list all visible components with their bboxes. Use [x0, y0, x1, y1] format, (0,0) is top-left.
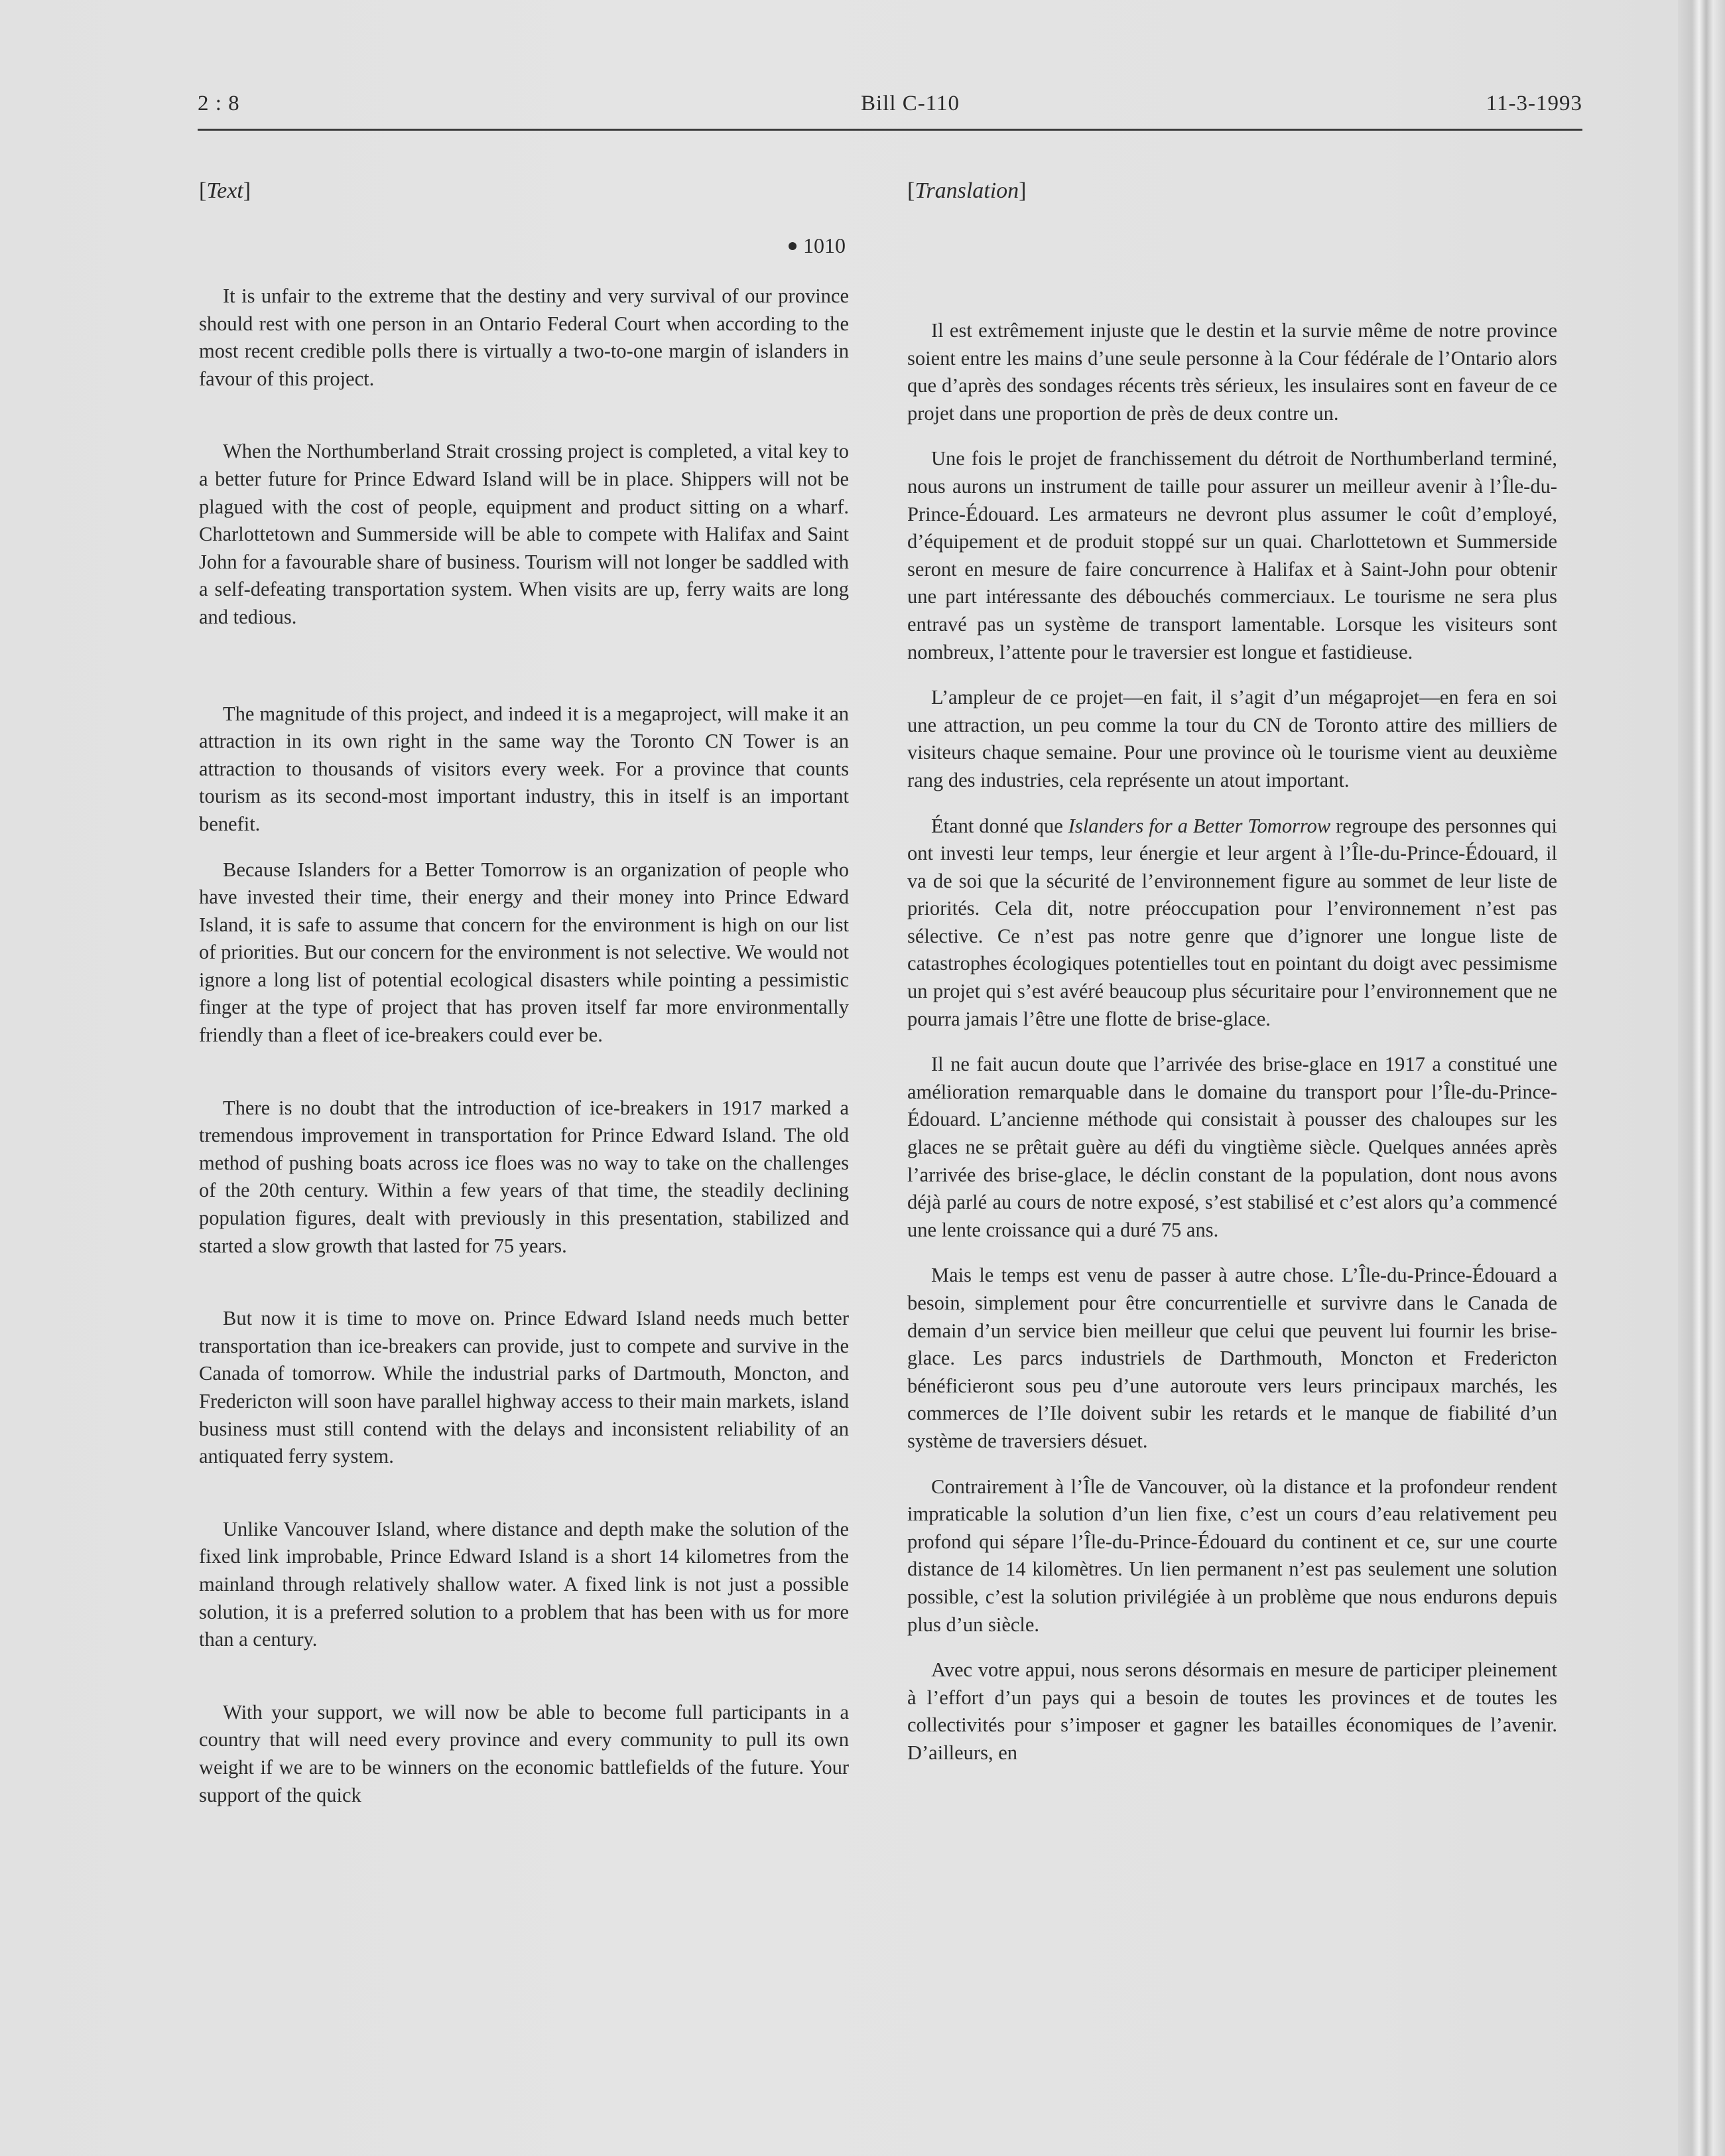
paragraph: Étant donné que Islanders for a Better Tomorrow regroupe des personnes qui ont investi leur temps, leur énergie et leur argent à l’Île-du-Prince-Édouard, il va de soi que la sécurité de l’environnement figure au sommet de leur liste de priorités. Cela dit, notre préoccupation pour l’environnement n’est pas sélective. Ce n’est pas notre genre que d’ignorer une longue liste de catastrophes écologiques potentielles tout en pointant du doigt avec pessimisme un projet qui s’est avéré beaucoup plus sécuritaire pour l’environnement que ne pourra jamais l’être une flotte de brise-glace. — [907, 814, 1557, 1030]
paragraph: There is no doubt that the introduction of ice-breakers in 1917 marked a tremendous improvement in transportation for Prince Edward Island. The old method of pushing boats across ice floes was no way to take on the challenges of the 20th century. Within a few years of that time, the steadily declining population figures, dealt with previously in this presentation, stabilized and started a slow growth that lasted for 75 years. — [199, 1096, 849, 1257]
paragraph: The magnitude of this project, and indeed it is a megaproject, will make it an attraction in its own right in the same way the Toronto CN Tower is an attraction to thousands of visitors every week. For a province that counts tourism as its second-most important industry, this in itself is an important benefit. — [199, 702, 849, 835]
paragraph: Mais le temps est venu de passer à autre chose. L’Île-du-Prince-Édouard a besoin, simplement pour être concurrentielle et survivre dans le Canada de demain d’un service bien meilleur que celui que peuvent lui fournir les brise-glace. Les parcs industriels de Darthmouth, Moncton et Fredericton bénéficieront sous peu d’une autoroute vers leurs principaux marchés, les commerces de l’Ile doivent subir les retards et le manque de fiabilité d’un système de traversiers désuet. — [907, 1264, 1557, 1452]
page-number: 2 : 8 — [198, 92, 240, 115]
paragraph: It is unfair to the extreme that the destiny and very survival of our province should rest with one person in an Ontario Federal Court when according to the most recent credible polls there is virtually a two-to-one margin of islanders in favour of this project. — [199, 285, 849, 390]
page-header — [198, 92, 1582, 131]
column-label-translation: [Translation] — [907, 178, 1027, 203]
paragraph: Contrairement à l’Île de Vancouver, où la distance et la profondeur rendent impraticable la solution d’un lien fixe, c’est un cours d’eau relativement peu profond qui sépare l’Île-du-Prince-Édouard du continent et ce, sur une courte distance de 14 kilomètres. Un lien permanent n’est pas seulement une solution possible, c’est la solution privilégiée à un problème que nous endurons depuis plus d’un siècle. — [907, 1475, 1557, 1636]
paragraph: But now it is time to move on. Prince Edward Island needs much better transportation than ice-breakers can provide, just to compete and survive in the Canada of tomorrow. While the industrial parks of Dartmouth, Moncton, and Fredericton will soon have parallel highway access to their main markets, island business must still contend with the delays and inconsistent reliability of an antiquated ferry system. — [199, 1307, 849, 1468]
paragraph: With your support, we will now be able to become full participants in a country that will need every province and every community to pull its own weight if we are to be winners on the economic battlefields of the future. Your support of the quick — [199, 1700, 849, 1806]
bullet-icon — [789, 242, 797, 250]
paragraph: Avec votre appui, nous serons désormais en mesure de participer pleinement à l’effort d’un pays qui a besoin de toutes les provinces et de toutes les collectivités pour s’imposer et gagner les batailles économiques de l’avenir. D’ailleurs, en — [907, 1658, 1557, 1764]
header-date: 11-3-1993 — [1486, 92, 1582, 115]
paragraph: Unlike Vancouver Island, where distance and depth make the solution of the fixed link improbable, Prince Edward Island is a short 14 kilometres from the mainland through relatively shallow water. A fixed link is not just a possible solution, it is a preferred solution to a problem that has been with us for more than a century. — [199, 1517, 849, 1651]
paragraph: Because Islanders for a Better Tomorrow is an organization of people who have invested their time, their energy and their money into Prince Edward Island, it is safe to assume that concern for the environment is high on our list of priorities. But our concern for the environment is not selective. We would not ignore a long list of potential ecological disasters while pointing a pessimistic finger at the type of project that has proven itself far more environmentally friendly than a fleet of ice-breakers could ever be. — [199, 858, 849, 1047]
organization-name: Islanders for a Better Tomorrow — [1068, 814, 1331, 837]
paragraph: Il est extrêmement injuste que le destin et la survie même de notre province soient entre les mains d’une seule personne à la Cour fédérale de l’Ontario alors que d’après des sondages récents très sérieux, les insulaires sont en faveur de ce projet dans une proportion de près de deux contre un. — [907, 319, 1557, 425]
paragraph: Il ne fait aucun doute que l’arrivée des brise-glace en 1917 a constitué une amélioration remarquable dans le domaine du transport pour l’Île-du-Prince-Édouard. L’ancienne méthode qui consistait à pousser des chaloupes sur les glaces ne se prêtait guère au défi du vingtième siècle. Quelques années après l’arrivée des brise-glace, le déclin constant de la population, dont nous avons déjà parlé au cours de notre exposé, s’est stabilisé et c’est alors qu’a commencé une lente croissance qui a duré 75 ans. — [907, 1053, 1557, 1241]
english-column — [199, 174, 849, 1809]
time-marker: 1010 — [199, 228, 849, 263]
page-edge — [1678, 0, 1725, 2156]
paragraph: Une fois le projet de franchissement du détroit de Northumberland terminé, nous aurons un instrument de taille pour assurer un meilleur avenir à l’Île-du-Prince-Édouard. Les armateurs ne devront plus assumer le coût d’employé, d’équipement et de produit stoppé sur un quai. Charlottetown et Summerside seront en mesure de faire concurrence à Halifax et à Saint-John pour obtenir une part intéressante des débouchés commerciaux. Le tourisme ne sera plus entravé pas un système de transport lamentable. Lorsque les visiteurs sont nombreux, l’attente pour le traversier est longue et fastidieuse. — [907, 447, 1557, 663]
paragraph: L’ampleur de ce projet—en fait, il s’agit d’un mégaprojet—en fera en soi une attraction, un peu comme la tour du CN de Toronto attire des milliers de visiteurs chaque semaine. Pour une province où le tourisme vient au deuxième rang des industries, cela représente un atout important. — [907, 686, 1557, 791]
french-column — [907, 174, 1557, 1767]
bill-title: Bill C-110 — [861, 92, 960, 115]
column-label-text: [Text] — [199, 178, 251, 203]
paragraph: When the Northumberland Strait crossing project is completed, a vital key to a better future for Prince Edward Island will be in place. Shippers will not be plagued with the cost of people, equipment and product sitting on a wharf. Charlottetown and Summerside will be able to compete with Halifax and Saint John for a favourable share of business. Tourism will not longer be saddled with a self-defeating transportation system. When visits are up, ferry waits are long and tedious. — [199, 440, 849, 628]
